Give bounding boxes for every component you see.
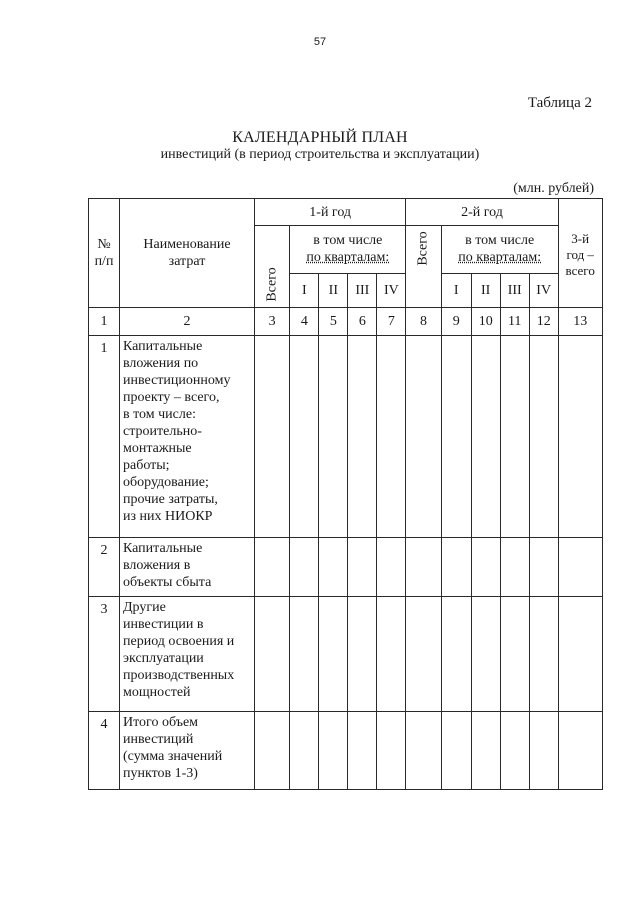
value-cell — [319, 538, 348, 597]
value-cell — [471, 538, 500, 597]
header-incl-line: по кварталам: — [306, 250, 390, 265]
value-cell — [319, 336, 348, 538]
quarter-cell: II — [319, 274, 348, 308]
units-label: (млн. рублей) — [513, 181, 594, 196]
header-year2-incl-cell — [441, 226, 558, 274]
column-number: 8 — [406, 308, 441, 336]
header-incl-line: в том числе — [313, 233, 383, 248]
table-row — [89, 597, 603, 712]
row-name-line: в том числе: — [123, 407, 196, 422]
quarter-cell: IV — [377, 274, 406, 308]
column-number: 3 — [255, 308, 290, 336]
header-name-cell — [120, 199, 255, 308]
header-year2-total-cell — [406, 226, 441, 308]
value-cell — [471, 712, 500, 790]
row-name-line: проекту – всего, — [123, 390, 220, 405]
value-cell — [471, 336, 500, 538]
quarter-cell: III — [500, 274, 529, 308]
header-year3-line: 3-й — [571, 231, 590, 246]
value-cell — [529, 336, 558, 538]
value-cell — [558, 336, 602, 538]
column-number: 12 — [529, 308, 558, 336]
quarter-cell: I — [290, 274, 319, 308]
header-incl-line: по кварталам: — [458, 250, 542, 265]
value-cell — [441, 712, 471, 790]
header-year2-total: Всего — [416, 231, 432, 266]
header-num-line: № — [97, 237, 111, 252]
row-name-line: из них НИОКР — [123, 509, 213, 524]
value-cell — [255, 597, 290, 712]
header-year1: 1-й год — [255, 199, 406, 226]
header-incl-line: в том числе — [465, 233, 535, 248]
row-name-cell — [120, 597, 255, 712]
value-cell — [406, 712, 441, 790]
column-number: 13 — [558, 308, 602, 336]
value-cell — [290, 712, 319, 790]
quarter-cell: I — [441, 274, 471, 308]
value-cell — [255, 538, 290, 597]
value-cell — [500, 597, 529, 712]
header-year1-total: Всего — [264, 267, 280, 302]
row-name-line: прочие затраты, — [123, 492, 218, 507]
header-year3-line: год – — [566, 247, 594, 262]
value-cell — [558, 597, 602, 712]
row-name-line: (сумма значений — [123, 749, 223, 764]
value-cell — [319, 712, 348, 790]
header-name-line: затрат — [168, 254, 206, 269]
row-number: 1 — [89, 336, 120, 538]
table-row — [89, 538, 603, 597]
quarter-cell: II — [471, 274, 500, 308]
row-name-line: вложения по — [123, 356, 199, 371]
row-name-line: период освоения и — [123, 634, 235, 649]
column-number: 5 — [319, 308, 348, 336]
value-cell — [290, 538, 319, 597]
row-name-cell — [120, 336, 255, 538]
table-row — [89, 336, 603, 538]
value-cell — [471, 597, 500, 712]
row-name-cell — [120, 712, 255, 790]
value-cell — [255, 712, 290, 790]
header-year2: 2-й год — [406, 199, 558, 226]
value-cell — [558, 538, 602, 597]
row-name-line: мощностей — [123, 685, 191, 700]
value-cell — [500, 336, 529, 538]
header-num-line: п/п — [94, 254, 114, 269]
row-name-cell — [120, 538, 255, 597]
header-name-line: Наименование — [143, 237, 231, 252]
quarter-cell: III — [348, 274, 377, 308]
value-cell — [377, 597, 406, 712]
value-cell — [348, 336, 377, 538]
row-name-line: Капитальные — [123, 541, 203, 556]
value-cell — [319, 597, 348, 712]
value-cell — [558, 712, 602, 790]
row-name-line: вложения в — [123, 558, 191, 573]
value-cell — [377, 712, 406, 790]
column-number: 2 — [120, 308, 255, 336]
quarter-cell: IV — [529, 274, 558, 308]
column-number: 4 — [290, 308, 319, 336]
value-cell — [348, 538, 377, 597]
investment-plan-table — [88, 198, 603, 790]
value-cell — [348, 597, 377, 712]
value-cell — [406, 597, 441, 712]
row-name-line: оборудование; — [123, 475, 209, 490]
value-cell — [529, 597, 558, 712]
table-row — [89, 712, 603, 790]
value-cell — [290, 597, 319, 712]
value-cell — [529, 712, 558, 790]
row-name-line: пунктов 1-3) — [123, 766, 198, 781]
value-cell — [377, 336, 406, 538]
row-name-line: монтажные — [123, 441, 192, 456]
value-cell — [500, 712, 529, 790]
value-cell — [500, 538, 529, 597]
table-label: Таблица 2 — [527, 95, 592, 111]
row-name-line: Другие — [123, 600, 166, 615]
value-cell — [377, 538, 406, 597]
row-name-line: Итого объем — [123, 715, 199, 730]
row-name-line: инвестиций — [123, 732, 194, 747]
header-num-cell — [89, 199, 120, 308]
column-number: 7 — [377, 308, 406, 336]
row-number: 4 — [89, 712, 120, 790]
row-name-line: эксплуатации — [123, 651, 204, 666]
column-number: 6 — [348, 308, 377, 336]
row-name-line: работы; — [123, 458, 170, 473]
row-name-line: Капитальные — [123, 339, 203, 354]
column-number: 11 — [500, 308, 529, 336]
value-cell — [255, 336, 290, 538]
row-name-line: строительно- — [123, 424, 202, 439]
value-cell — [529, 538, 558, 597]
value-cell — [441, 336, 471, 538]
value-cell — [441, 597, 471, 712]
row-name-line: инвестиционному — [123, 373, 231, 388]
header-year3-cell — [558, 199, 602, 308]
value-cell — [406, 336, 441, 538]
row-name-line: объекты сбыта — [123, 575, 212, 590]
value-cell — [290, 336, 319, 538]
row-number: 2 — [89, 538, 120, 597]
row-name-line: инвестиции в — [123, 617, 204, 632]
header-year3-line: всего — [565, 263, 595, 278]
row-name-line: производственных — [123, 668, 235, 683]
value-cell — [441, 538, 471, 597]
column-number: 1 — [89, 308, 120, 336]
row-number: 3 — [89, 597, 120, 712]
value-cell — [406, 538, 441, 597]
header-year1-total-cell — [255, 226, 290, 308]
document-subtitle: инвестиций (в период строительства и эксплуатации) — [160, 147, 480, 162]
page-number: 57 — [313, 36, 327, 48]
header-year1-incl-cell — [290, 226, 406, 274]
column-number: 9 — [441, 308, 471, 336]
value-cell — [348, 712, 377, 790]
document-title: КАЛЕНДАРНЫЙ ПЛАН — [232, 129, 408, 146]
column-number: 10 — [471, 308, 500, 336]
